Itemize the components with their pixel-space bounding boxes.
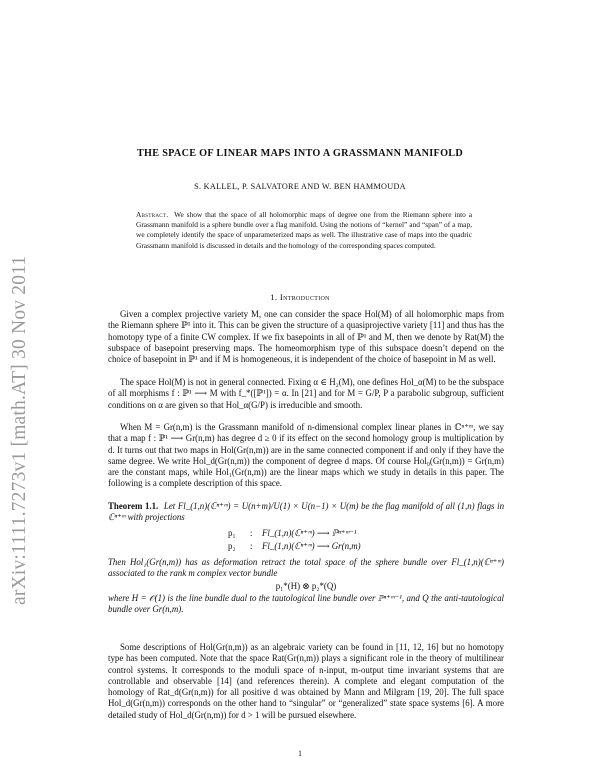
theorem-1-1: [108, 501, 504, 616]
final-paragraph-block: [108, 642, 504, 721]
theorem-statement: [108, 501, 504, 524]
theorem-closing: where H = 𝒪(1) is the line bundle dual to the tautological line bundle over ℙⁿ⁺ᵐ⁻¹, and Q the anti-tautological bundle over Gr(n,m).: [108, 593, 504, 615]
paper-authors: S. KALLEL, P. SALVATORE AND W. BEN HAMMOUDA: [194, 182, 406, 191]
projection-name: p₂: [228, 541, 236, 552]
theorem-conclusion: Then Hol₁(Gr(n,m)) has as deformation retract the total space of the sphere bundle over Fl_(1,n)(ℂⁿ⁺ᵐ) associated to the rank m complex vector bundle: [108, 556, 504, 578]
final-paragraph: Some descriptions of Hol(Gr(n,m)) as an algebraic variety can be found in [11, 12, 16] but no homotopy type has been computed. Note that the space Rat(Gr(n,m)) plays a significant role in the theory of multilinear control systems. It corresponds to the moduli space of n-input, m-output time invariant systems that are controllable and observable [14] (and references therein). A complete and elegant computation of the homology of Rat_d(Gr(n,m)) for all positive d was obtained by Mann and Milgram [19, 20]. The full space Hol_d(Gr(n,m)) corresponds on the other hand to “singular” or “generalized” state space systems [6]. A more detailed study of Hol_d(Gr(n,m)) for d > 1 will be pursued elsewhere.: [108, 642, 504, 720]
bundle-equation: p₁*(H) ⊗ p₂*(Q): [275, 581, 337, 592]
projection-colon: :: [250, 527, 253, 538]
page-number: 1: [298, 749, 302, 758]
arxiv-identifier-stamp: [6, 175, 34, 605]
projection-row-p1: [108, 528, 504, 542]
intro-paragraph-1: Given a complex projective variety M, one can consider the space Hol(M) of all holomorphic maps from the Riemann sphere ℙ¹ into it. This can be given the structure of a quasiprojective variety [11] and thus has the homotopy type of a finite CW complex. If we fix basepoints in all of ℙ¹ and M, then we denote by Rat(M) the subspace of basepoint preserving maps. The homeomorphism type of this subspace doesn’t depend on the choice of basepoint in ℙ¹ and if M is homogeneous, it is independent of the choice of basepoint in M as well.: [108, 309, 504, 365]
projection-expression: Fl_(1,n)(ℂⁿ⁺ᵐ) ⟶ Gr(n,m): [262, 541, 361, 552]
section-heading-introduction: 1. Introduction: [270, 292, 330, 302]
intro-paragraph-3-block: [108, 422, 504, 490]
abstract-label: Abstract.: [136, 210, 169, 219]
intro-paragraph-2: The space Hol(M) is not in general connected. Fixing α ∈ H₂(M), one defines Hol_α(M) to be the subspace of all morphisms f : ℙ¹ ⟶ M with f_*([ℙ¹]) = α. In [21] and for M = G/P, P a parabolic subgroup, sufficient conditions on α are given so that Hol_α(G/P) is irreducible and smooth.: [108, 377, 504, 410]
theorem-statement-text: Let Fl_(1,n)(ℂⁿ⁺ᵐ) = U(n+m)/U(1) × U(n−1) × U(m) be the flag manifold of all (1,n) flags in ℂⁿ⁺ᵐ with projections: [108, 501, 505, 523]
abstract: [136, 210, 472, 251]
projection-colon: :: [250, 541, 253, 552]
projection-name: p₁: [228, 527, 236, 538]
arxiv-identifier-text: arXiv:1111.7273v1 [math.AT] 30 Nov 2011: [9, 255, 30, 605]
theorem-label: Theorem 1.1.: [108, 501, 159, 511]
abstract-text: We show that the space of all holomorphic maps of degree one from the Riemann sphere into a Grassmann manifold is a sphere bundle over a flag manifold. Using the notions of “kernel” and “span” of a map, we completely identify the space of unparameterized maps as well. The illustrative case of maps into the quadric Grassmann manifold is discussed in details and the homology of the corresponding spaces computed.: [136, 210, 473, 250]
intro-paragraph-1-block: [108, 309, 504, 365]
projection-row-p2: [108, 541, 504, 555]
projection-expression: Fl_(1,n)(ℂⁿ⁺ᵐ) ⟶ ℙⁿ⁺ᵐ⁻¹: [262, 527, 357, 538]
intro-paragraph-3: When M = Gr(n,m) is the Grassmann manifold of n-dimensional complex linear planes in ℂⁿ⁺ᵐ, we say that a map f : ℙ¹ ⟶ Gr(n,m) has degree d ≥ 0 if its effect on the second homology group is multiplication by d. It turns out that two maps in Hol(Gr(n,m)) are in the same connected component if and only if they have the same degree. We write Hol_d(Gr(n,m)) the component of degree d maps. Of course Hol₀(Gr(n,m)) = Gr(n,m) are the constant maps, while Hol₁(Gr(n,m)) are the linear maps which we study in details in this paper. The following is a complete description of this space.: [108, 422, 504, 489]
paper-title: THE SPACE OF LINEAR MAPS INTO A GRASSMANN MANIFOLD: [136, 148, 464, 159]
intro-paragraph-2-block: [108, 377, 504, 411]
